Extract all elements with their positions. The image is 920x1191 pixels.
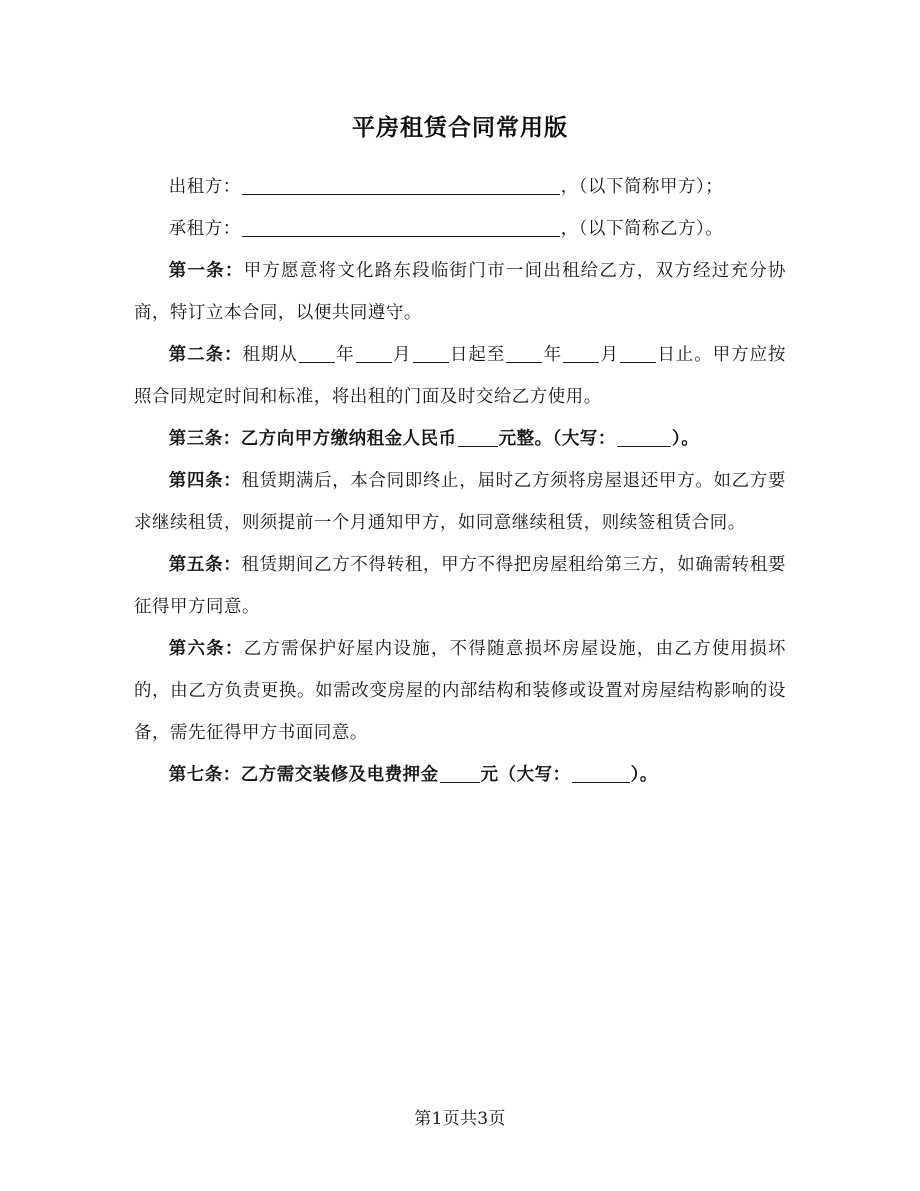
lessee-label: 承租方： bbox=[168, 219, 241, 239]
article-3 bbox=[134, 418, 786, 460]
document-title: 平房租赁合同常用版 bbox=[352, 114, 568, 141]
article-7-blank-3[interactable] bbox=[572, 767, 630, 783]
article-2-blank-1[interactable] bbox=[299, 347, 335, 363]
article-2-text-10: 月 bbox=[600, 345, 620, 365]
article-5-lead: 第五条： bbox=[168, 555, 242, 575]
lessor-party-line bbox=[134, 166, 786, 208]
article-2-blank-3[interactable] bbox=[356, 347, 392, 363]
article-6-lead: 第六条： bbox=[168, 639, 244, 659]
article-1-text-0: 甲方愿意将文化路东段临街门市一间出租给乙方，双方经过充分协商，特订立本合同，以便共同遵守。 bbox=[134, 261, 786, 323]
lessor-suffix: ，（以下简称甲方） bbox=[560, 177, 706, 197]
articles-container bbox=[134, 250, 786, 796]
lessee-tail-punct: 。 bbox=[705, 219, 724, 239]
page-number-footer: 第1页共3页 bbox=[414, 1109, 506, 1129]
article-1-lead: 第一条： bbox=[168, 261, 244, 281]
article-2-lead: 第二条： bbox=[168, 345, 243, 365]
lessee-party-line bbox=[134, 208, 786, 250]
article-5-text-0: 租赁期间乙方不得转租，甲方不得把房屋租给第三方，如确需转租要征得甲方同意。 bbox=[134, 555, 786, 617]
article-4 bbox=[134, 460, 786, 544]
document-body bbox=[134, 0, 786, 796]
article-2-text-8: 年 bbox=[543, 345, 563, 365]
article-3-blank-1[interactable] bbox=[458, 431, 498, 447]
article-2-text-6: 日起至 bbox=[449, 345, 506, 365]
article-3-text-0: 乙方向甲方缴纳租金人民币 bbox=[240, 429, 457, 449]
title-spacer bbox=[134, 148, 786, 166]
lessor-tail-punct: ； bbox=[705, 177, 724, 197]
lessee-blank-field[interactable] bbox=[242, 221, 560, 237]
article-2-blank-5[interactable] bbox=[413, 347, 449, 363]
article-2-text-2: 年 bbox=[335, 345, 355, 365]
article-5 bbox=[134, 544, 786, 628]
article-2-blank-9[interactable] bbox=[563, 347, 599, 363]
article-3-blank-3[interactable] bbox=[617, 431, 671, 447]
article-3-lead: 第三条： bbox=[168, 429, 241, 449]
article-2-blank-7[interactable] bbox=[506, 347, 542, 363]
article-7 bbox=[134, 754, 786, 796]
article-7-blank-1[interactable] bbox=[440, 767, 480, 783]
article-6 bbox=[134, 628, 786, 754]
lessee-suffix: ，（以下简称乙方） bbox=[560, 219, 706, 239]
article-2-text-12: 日止。甲方应按照合同规定时间和标准，将出租的门面及时交给乙方使用。 bbox=[134, 345, 787, 407]
article-7-text-2: 元（大写： bbox=[480, 765, 571, 785]
article-7-lead: 第七条： bbox=[168, 765, 241, 785]
article-4-text-0: 租赁期满后，本合同即终止，届时乙方须将房屋退还甲方。如乙方要求继续租赁，则须提前一个月通知甲方，如同意继续租赁，则续签租赁合同。 bbox=[134, 471, 786, 533]
article-7-text-4: ）。 bbox=[630, 765, 658, 785]
lessor-blank-field[interactable] bbox=[242, 179, 560, 195]
article-2-blank-11[interactable] bbox=[620, 347, 656, 363]
article-2-text-4: 月 bbox=[392, 345, 412, 365]
article-3-text-4: ）。 bbox=[671, 429, 700, 449]
article-7-text-0: 乙方需交装修及电费押金 bbox=[240, 765, 439, 785]
article-2 bbox=[134, 334, 786, 418]
article-4-lead: 第四条： bbox=[168, 471, 242, 491]
article-1 bbox=[134, 250, 786, 334]
article-3-text-2: 元整。（大写： bbox=[498, 429, 616, 449]
article-2-text-0: 租期从 bbox=[242, 345, 298, 365]
article-6-text-0: 乙方需保护好屋内设施，不得随意损坏房屋设施，由乙方使用损坏的，由乙方负责更换。如需改变房屋的内部结构和装修或设置对房屋结构影响的设备，需先征得甲方书面同意。 bbox=[134, 639, 786, 743]
lessor-label: 出租方： bbox=[168, 177, 241, 197]
